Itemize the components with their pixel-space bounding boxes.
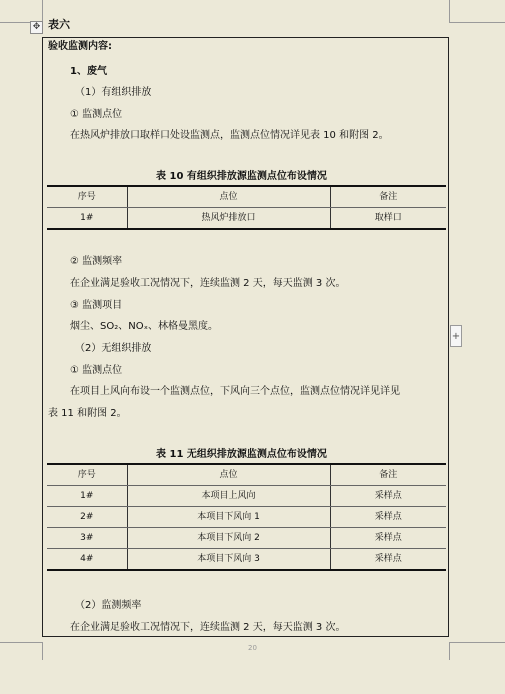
table-header-cell: 点位 <box>127 464 330 486</box>
table-header-cell: 点位 <box>127 186 330 208</box>
table10 <box>47 185 446 230</box>
crop-mark-top-right-h <box>449 22 505 23</box>
table-cell: 本项目下风向 2 <box>127 528 330 549</box>
table-cell: 采样点 <box>330 528 446 549</box>
monitor-items-text: 烟尘、SO₂、NOₓ、林格曼黑度。 <box>70 321 219 332</box>
monitor-points-heading-2: ① 监测点位 <box>70 365 123 376</box>
table11 <box>47 463 446 571</box>
crop-mark-top-left-v <box>42 0 43 22</box>
table-cell: 4# <box>47 549 127 571</box>
move-handle-icon[interactable]: ✥ <box>30 21 43 34</box>
section-title: 表六 <box>48 18 70 31</box>
crop-mark-top-right-v <box>449 0 450 22</box>
monitor-points-text-2-line2: 表 11 和附图 2。 <box>48 408 127 419</box>
table-header-row <box>47 186 446 208</box>
monitor-items-heading: ③ 监测项目 <box>70 300 123 311</box>
table-cell: 1# <box>47 208 127 230</box>
table-header-cell: 备注 <box>330 464 446 486</box>
table-cell: 本项目下风向 3 <box>127 549 330 571</box>
table-row <box>47 507 446 528</box>
table-row <box>47 528 446 549</box>
table-cell: 取样口 <box>330 208 446 230</box>
content-title: 验收监测内容: <box>48 41 112 52</box>
unorganized-emission-heading: （2）无组织排放 <box>75 343 152 354</box>
monitor-frequency-heading-2: （2）监测频率 <box>75 600 142 611</box>
page-number: 20 <box>248 644 257 652</box>
table10-caption: 表 10 有组织排放源监测点位布设情况 <box>156 171 327 182</box>
table-cell: 采样点 <box>330 549 446 571</box>
table-cell: 采样点 <box>330 507 446 528</box>
monitor-points-text-2-line1: 在项目上风向布设一个监测点位，下风向三个点位，监测点位情况详见详见 <box>70 386 400 397</box>
table-row <box>47 486 446 507</box>
organized-emission-heading: （1）有组织排放 <box>75 87 152 98</box>
monitor-frequency-text-2: 在企业满足验收工况情况下，连续监测 2 天，每天监测 3 次。 <box>70 622 346 633</box>
table-header-row <box>47 464 446 486</box>
monitor-points-heading-1: ① 监测点位 <box>70 109 123 120</box>
monitor-frequency-heading-1: ② 监测频率 <box>70 256 123 267</box>
table-cell: 本项目下风向 1 <box>127 507 330 528</box>
table-row <box>47 549 446 571</box>
table-cell: 本项目上风向 <box>127 486 330 507</box>
table-cell: 热风炉排放口 <box>127 208 330 230</box>
crop-mark-bottom-right-h <box>449 642 505 643</box>
table-cell: 1# <box>47 486 127 507</box>
table-header-cell: 序号 <box>47 186 127 208</box>
table-header-cell: 序号 <box>47 464 127 486</box>
table-cell: 2# <box>47 507 127 528</box>
table-header-cell: 备注 <box>330 186 446 208</box>
waste-gas-heading: 1、废气 <box>70 66 107 77</box>
table11-caption: 表 11 无组织排放源监测点位布设情况 <box>156 449 327 460</box>
table-row <box>47 208 446 230</box>
monitor-points-text-1: 在热风炉排放口取样口处设监测点，监测点位情况详见表 10 和附图 2。 <box>70 130 389 141</box>
table-cell: 3# <box>47 528 127 549</box>
monitor-frequency-text-1: 在企业满足验收工况情况下，连续监测 2 天，每天监测 3 次。 <box>70 278 346 289</box>
table-cell: 采样点 <box>330 486 446 507</box>
crop-mark-bottom-left-h <box>0 642 42 643</box>
plus-icon[interactable]: + <box>450 325 462 347</box>
